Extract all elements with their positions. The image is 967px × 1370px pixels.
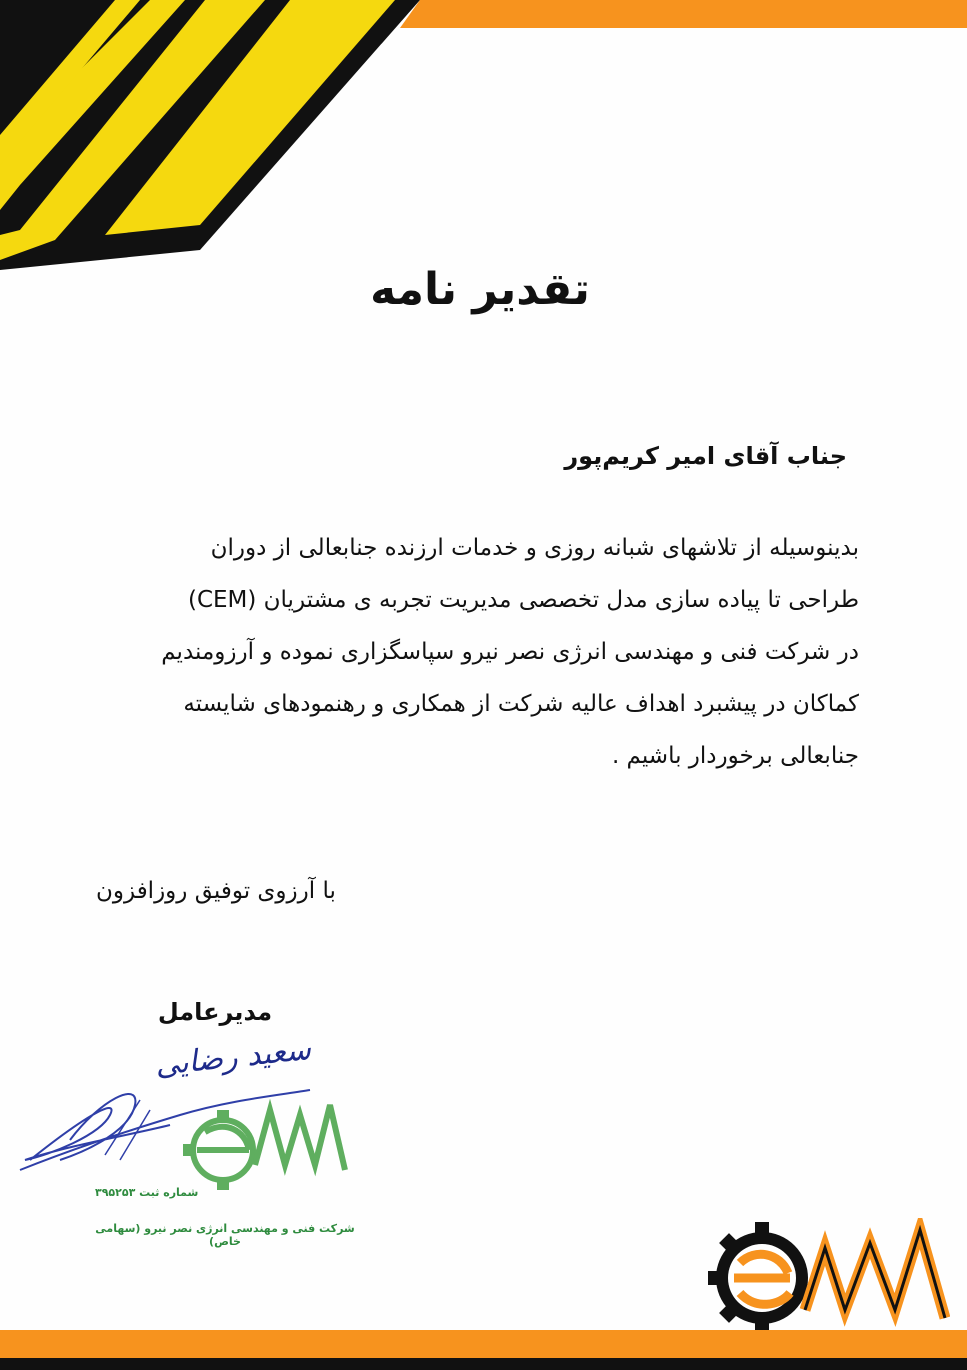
closing-wish: با آرزوی توفیق روزافزون <box>96 878 336 904</box>
body-line: جنابعالی برخوردار باشیم . <box>611 743 859 769</box>
handwritten-signature-name: سعید رضایی <box>153 1031 313 1084</box>
certificate-title: تقدیر نامه <box>370 264 590 315</box>
signer-title: مدیرعامل <box>157 998 273 1026</box>
body-line: بدینوسیله از تلاشهای شبانه روزی و خدمات ارزنده جنابعالی از دوران <box>210 535 859 561</box>
body-line: کماکان در پیشبرد اهداف عالیه شرکت از همکاری و رهنمودهای شایسته <box>183 691 859 717</box>
stamp-company-name: شرکت فنی و مهندسی انرژی نصر نیرو (سهامی خاص) <box>95 1222 355 1248</box>
company-stamp-logo <box>175 1090 360 1190</box>
recipient-name: جناب آقای امیر کریم‌پور <box>564 442 847 470</box>
body-line: طراحی تا پیاده سازی مدل تخصصی مدیریت تجربه ی مشتریان (CEM) <box>187 587 859 613</box>
footer-bar-decoration <box>0 1330 967 1370</box>
certificate-body <box>99 522 859 782</box>
header-stripes-decoration <box>0 0 967 280</box>
body-line: در شرکت فنی و مهندسی انرژی نصر نیرو سپاسگزاری نموده و آرزومندیم <box>161 639 859 665</box>
stamp-registration-number: شماره ثبت ۳۹۵۲۵۳ <box>95 1186 199 1199</box>
company-logo <box>700 1218 950 1330</box>
